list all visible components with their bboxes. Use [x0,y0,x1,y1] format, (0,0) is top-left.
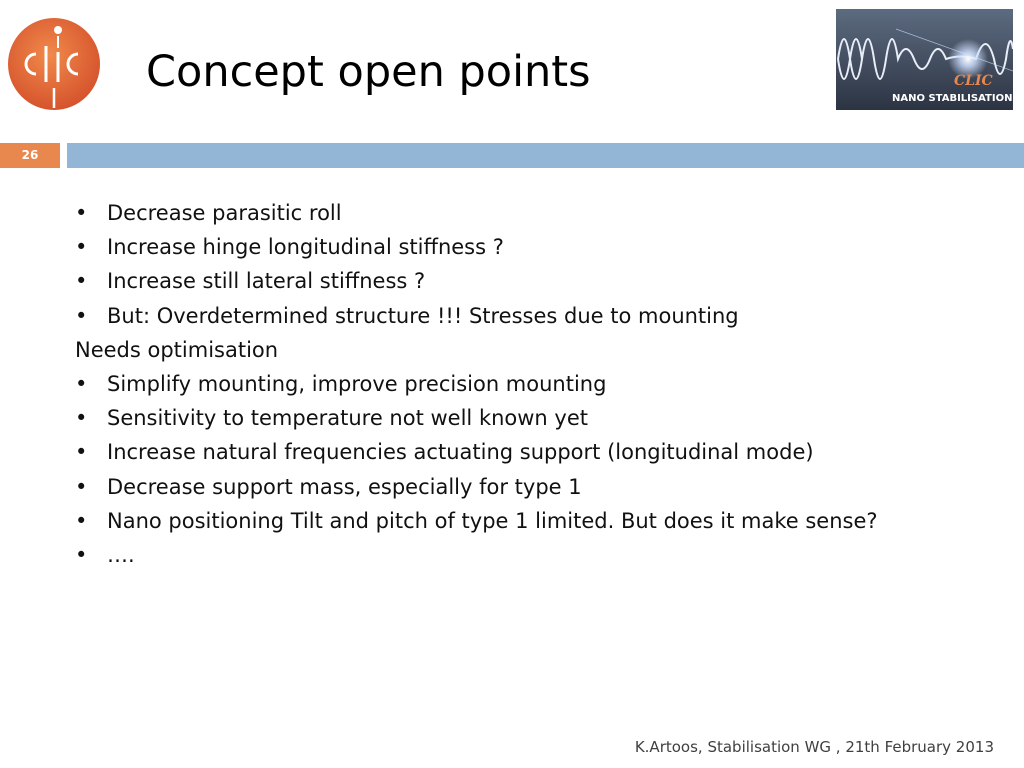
bullet-text: But: Overdetermined structure !!! Stresses due to mounting [107,303,739,328]
plain-heading [75,333,1005,367]
bullet-list-b [75,367,1005,572]
bullet-item [75,401,1005,435]
bullet-text: Increase still lateral stiffness ? [107,269,426,294]
bullet-marker: • [75,406,88,431]
bullet-item [75,435,1005,469]
bullet-text: Sensitivity to temperature not well known yet [107,406,589,431]
bullet-item [75,538,1005,572]
clic-logo [6,16,102,112]
bullet-item [75,470,1005,504]
bullet-text: Decrease support mass, especially for type 1 [107,474,582,499]
bullet-marker: • [75,269,88,294]
bullet-marker: • [75,303,88,328]
nano-logo-brand: CLIC [954,73,993,89]
bullet-text: …. [107,543,135,568]
bullet-marker: • [75,201,88,225]
bullet-text: Decrease parasitic roll [107,201,342,225]
slide-content [75,196,1005,572]
bullet-item [75,299,1005,333]
bullet-text: Simplify mounting, improve precision mounting [107,372,607,397]
slide-title: Concept open points [146,47,591,97]
title-divider-bar [67,143,1024,168]
bullet-marker: • [75,543,88,568]
slide-footer: K.Artoos, Stabilisation WG , 21th February 2013 [634,738,994,756]
bullet-item [75,264,1005,298]
bullet-item [75,367,1005,401]
bullet-text: Nano positioning Tilt and pitch of type 1 limited. But does it make sense? [107,508,878,533]
bullet-marker: • [75,440,88,465]
bullet-marker: • [75,235,88,260]
bullet-text: Increase hinge longitudinal stiffness ? [107,235,504,260]
bullet-text: Increase natural frequencies actuating support (longitudinal mode) [107,440,814,465]
bullet-marker: • [75,372,88,397]
bullet-item [75,196,1005,230]
bullet-item [75,504,1005,538]
plain-heading-text: Needs optimisation [75,337,279,362]
bullet-marker: • [75,508,88,533]
bullet-item [75,230,1005,264]
bullet-marker: • [75,474,88,499]
nano-logo-caption: NANO STABILISATION [892,93,1013,104]
nano-stabilisation-logo [836,9,1013,110]
slide-number: 26 [0,143,60,168]
bullet-list-a [75,196,1005,333]
